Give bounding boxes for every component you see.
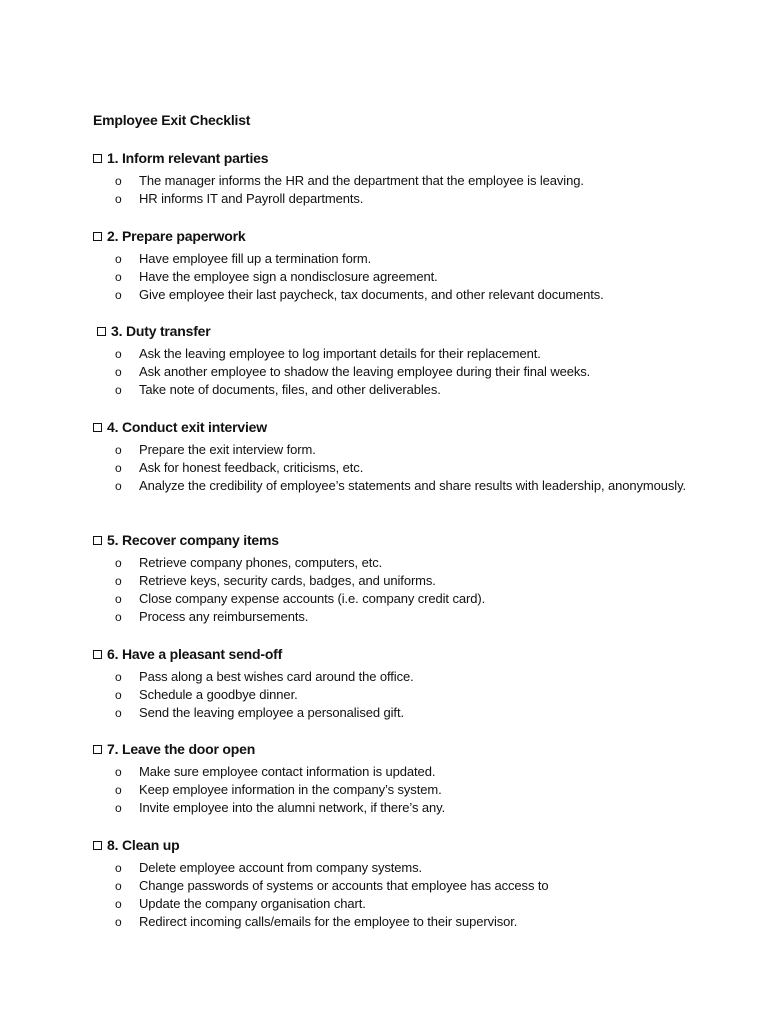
checklist-item-text: Analyze the credibility of employee’s statements and share results with leadership, anonymously. (139, 478, 687, 493)
checklist-item (93, 572, 713, 590)
bullet-icon: o (115, 347, 122, 361)
bullet-icon: o (115, 174, 122, 188)
section-heading (97, 322, 717, 340)
bullet-icon: o (115, 610, 122, 624)
bullet-icon: o (115, 897, 122, 911)
checklist-item (93, 704, 713, 722)
bullet-icon: o (115, 879, 122, 893)
checklist-section-duty-transfer (97, 322, 717, 399)
section-heading (93, 645, 713, 663)
section-heading-label: 8. Clean up (107, 837, 180, 853)
checkbox-icon (93, 536, 102, 545)
document-title: Employee Exit Checklist (93, 112, 251, 128)
checklist-item (93, 781, 713, 799)
checklist-item-text: Pass along a best wishes card around the office. (139, 669, 414, 684)
bullet-icon: o (115, 443, 122, 457)
checklist-item-text: Schedule a goodbye dinner. (139, 687, 298, 702)
checklist-item (93, 363, 717, 381)
bullet-icon: o (115, 288, 122, 302)
checklist-items (93, 172, 713, 208)
checkbox-icon (93, 745, 102, 754)
section-heading (93, 836, 713, 854)
bullet-icon: o (115, 861, 122, 875)
checklist-item-text: Give employee their last paycheck, tax documents, and other relevant documents. (139, 287, 604, 302)
checklist-item (93, 381, 717, 399)
section-heading (93, 740, 713, 758)
bullet-icon: o (115, 556, 122, 570)
bullet-icon: o (115, 765, 122, 779)
section-heading-label: 7. Leave the door open (107, 741, 256, 757)
checklist-item-text: Ask the leaving employee to log important details for their replacement. (139, 346, 541, 361)
checklist-section-inform-parties (93, 149, 713, 208)
checklist-item (93, 668, 713, 686)
checkbox-icon (93, 650, 102, 659)
checklist-items (93, 859, 713, 931)
checklist-item-text: Ask another employee to shadow the leaving employee during their final weeks. (139, 364, 591, 379)
section-heading-label: 1. Inform relevant parties (107, 150, 269, 166)
bullet-icon: o (115, 192, 122, 206)
checklist-item (93, 590, 713, 608)
checklist-item (93, 686, 713, 704)
checklist-item-text: Take note of documents, files, and other deliverables. (139, 382, 441, 397)
checklist-section-send-off (93, 645, 713, 722)
checkbox-icon (93, 232, 102, 241)
checklist-items (93, 441, 713, 495)
section-heading (93, 531, 713, 549)
checklist-item-text: Update the company organisation chart. (139, 896, 366, 911)
bullet-icon: o (115, 270, 122, 284)
section-heading (93, 227, 713, 245)
checklist-item-text: Process any reimbursements. (139, 609, 309, 624)
bullet-icon: o (115, 688, 122, 702)
checkbox-icon (93, 423, 102, 432)
bullet-icon: o (115, 915, 122, 929)
checkbox-icon (93, 841, 102, 850)
bullet-icon: o (115, 461, 122, 475)
section-heading-label: 3. Duty transfer (111, 323, 211, 339)
checklist-item (93, 554, 713, 572)
checklist-item (93, 859, 713, 877)
checklist-item (93, 799, 713, 817)
checklist-item-text: Have the employee sign a nondisclosure agreement. (139, 269, 438, 284)
bullet-icon: o (115, 670, 122, 684)
bullet-icon: o (115, 706, 122, 720)
checklist-item-text: Retrieve keys, security cards, badges, and uniforms. (139, 573, 436, 588)
section-heading-label: 6. Have a pleasant send-off (107, 646, 283, 662)
checklist-item (93, 441, 713, 459)
section-heading-label: 2. Prepare paperwork (107, 228, 246, 244)
bullet-icon: o (115, 783, 122, 797)
checklist-item-text: Ask for honest feedback, criticisms, etc. (139, 460, 364, 475)
bullet-icon: o (115, 574, 122, 588)
checklist-item (93, 763, 713, 781)
checklist-items (93, 554, 713, 626)
checkbox-icon (93, 154, 102, 163)
checklist-section-prepare-paperwork (93, 227, 713, 304)
checklist-item-text: Prepare the exit interview form. (139, 442, 316, 457)
checklist-item-text: Close company expense accounts (i.e. company credit card). (139, 591, 486, 606)
bullet-icon: o (115, 252, 122, 266)
checklist-item (93, 477, 713, 495)
bullet-icon: o (115, 383, 122, 397)
checklist-section-recover-items (93, 531, 713, 626)
checklist-item-text: Send the leaving employee a personalised gift. (139, 705, 404, 720)
checklist-item (93, 250, 713, 268)
checklist-item-text: Have employee fill up a termination form. (139, 251, 372, 266)
checklist-item-text: Change passwords of systems or accounts that employee has access to (139, 878, 549, 893)
section-heading-label: 4. Conduct exit interview (107, 419, 267, 435)
checklist-item-text: The manager informs the HR and the department that the employee is leaving. (139, 173, 584, 188)
checklist-item (93, 345, 717, 363)
checkbox-icon (97, 327, 106, 336)
checklist-item (93, 172, 713, 190)
checklist-item-text: Retrieve company phones, computers, etc. (139, 555, 383, 570)
checklist-section-exit-interview (93, 418, 713, 495)
bullet-icon: o (115, 592, 122, 606)
checklist-item (93, 608, 713, 626)
checklist-item (93, 913, 713, 931)
checklist-item-text: HR informs IT and Payroll departments. (139, 191, 364, 206)
bullet-icon: o (115, 479, 122, 493)
section-heading (93, 418, 713, 436)
checklist-item-text: Keep employee information in the company’s system. (139, 782, 442, 797)
section-heading-label: 5. Recover company items (107, 532, 279, 548)
checklist-items (93, 345, 717, 399)
checklist-item (93, 895, 713, 913)
checklist-items (93, 763, 713, 817)
checklist-section-door-open (93, 740, 713, 817)
bullet-icon: o (115, 365, 122, 379)
checklist-section-clean-up (93, 836, 713, 931)
section-heading (93, 149, 713, 167)
checklist-item-text: Redirect incoming calls/emails for the employee to their supervisor. (139, 914, 518, 929)
checklist-items (93, 250, 713, 304)
checklist-item (93, 286, 713, 304)
checklist-item (93, 459, 713, 477)
checklist-item-text: Delete employee account from company systems. (139, 860, 423, 875)
checklist-item (93, 877, 713, 895)
checklist-item-text: Make sure employee contact information is updated. (139, 764, 436, 779)
checklist-item-text: Invite employee into the alumni network, if there’s any. (139, 800, 446, 815)
bullet-icon: o (115, 801, 122, 815)
checklist-item (93, 268, 713, 286)
checklist-items (93, 668, 713, 722)
checklist-item (93, 190, 713, 208)
